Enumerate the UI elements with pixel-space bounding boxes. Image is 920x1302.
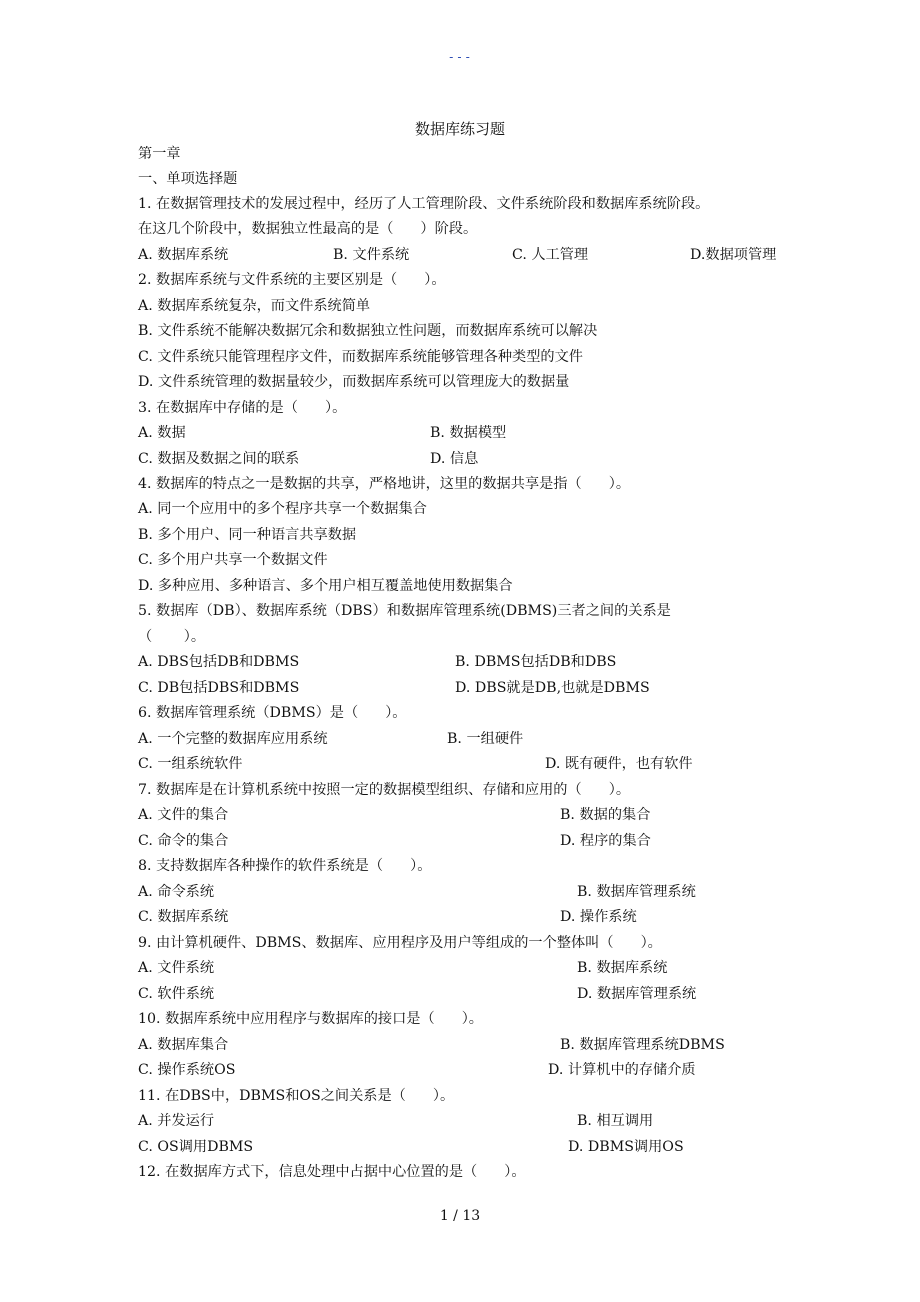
option: A. 文件系统 — [138, 960, 215, 976]
option: A. 命令系统 — [138, 884, 215, 900]
option: B. 数据库管理系统 — [577, 884, 696, 900]
option: C. 多个用户共享一个数据文件 — [138, 552, 328, 568]
option: D. 计算机中的存储介质 — [548, 1062, 696, 1078]
option: C. 一组系统软件 — [138, 756, 243, 772]
question-stem: 8. 支持数据库各种操作的软件系统是（ ）。 — [138, 858, 432, 874]
page-title: 数据库练习题 — [414, 120, 505, 138]
option: C. 数据库系统 — [138, 909, 229, 925]
question-stem: 7. 数据库是在计算机系统中按照一定的数据模型组织、存储和应用的（ ）。 — [138, 782, 631, 798]
option: A. 文件的集合 — [138, 807, 229, 823]
question-stem: 10. 数据库系统中应用程序与数据库的接口是（ ）。 — [138, 1011, 483, 1027]
question-stem: 11. 在DBS中，DBMS和OS之间关系是（ ）。 — [138, 1088, 455, 1104]
question-stem: 3. 在数据库中存储的是（ ）。 — [138, 400, 347, 416]
header-mark: --- — [447, 50, 473, 64]
option: B. 一组硬件 — [447, 731, 524, 747]
option: D. 文件系统管理的数据量较少，而数据库系统可以管理庞大的数据量 — [138, 374, 570, 390]
option: A. 数据库系统复杂，而文件系统简单 — [138, 298, 371, 314]
section-heading: 一、单项选择题 — [138, 171, 238, 187]
question-stem: 4. 数据库的特点之一是数据的共享，严格地讲，这里的数据共享是指（ ）。 — [138, 476, 631, 492]
option: C. DB包括DBS和DBMS — [138, 680, 300, 696]
option: D. 程序的集合 — [560, 833, 651, 849]
option: B. 数据库系统 — [577, 960, 668, 976]
page-number: 1 / 13 — [439, 1208, 481, 1224]
option: A. 数据库集合 — [138, 1037, 229, 1053]
option: C. OS调用DBMS — [138, 1139, 254, 1155]
option: A. 数据 — [138, 425, 186, 441]
option: C. 文件系统只能管理程序文件，而数据库系统能够管理各种类型的文件 — [138, 349, 583, 365]
option: C. 命令的集合 — [138, 833, 229, 849]
option: D.数据项管理 — [690, 247, 777, 263]
question-stem: 2. 数据库系统与文件系统的主要区别是（ ）。 — [138, 272, 446, 288]
question-stem: （ ）。 — [138, 629, 206, 645]
option: C. 数据及数据之间的联系 — [138, 451, 300, 467]
question-stem: 1. 在数据管理技术的发展过程中，经历了人工管理阶段、文件系统阶段和数据库系统阶段。 — [138, 196, 710, 212]
option: D. 数据库管理系统 — [577, 986, 697, 1002]
option: D. 信息 — [430, 451, 479, 467]
question-stem: 9. 由计算机硬件、DBMS、数据库、应用程序及用户等组成的一个整体叫（ ）。 — [138, 935, 662, 951]
option: A. DBS包括DB和DBMS — [138, 654, 300, 670]
option: B. 数据模型 — [430, 425, 507, 441]
option: D. 多种应用、多种语言、多个用户相互覆盖地使用数据集合 — [138, 578, 513, 594]
option: B. 多个用户、同一种语言共享数据 — [138, 527, 357, 543]
option: B. DBMS包括DB和DBS — [455, 654, 617, 670]
option: D. 既有硬件，也有软件 — [545, 756, 693, 772]
question-stem: 5. 数据库（DB）、数据库系统（DBS）和数据库管理系统(DBMS)三者之间的关系是 — [138, 603, 671, 619]
chapter-heading: 第一章 — [138, 146, 181, 162]
question-stem: 6. 数据库管理系统（DBMS）是（ ）。 — [138, 705, 407, 721]
question-stem: 12. 在数据库方式下，信息处理中占据中心位置的是（ ）。 — [138, 1164, 526, 1180]
option: C. 人工管理 — [512, 247, 589, 263]
option: C. 操作系统OS — [138, 1062, 236, 1078]
option: B. 数据的集合 — [560, 807, 651, 823]
option: B. 数据库管理系统DBMS — [560, 1037, 725, 1053]
option: A. 一个完整的数据库应用系统 — [138, 731, 328, 747]
option: C. 软件系统 — [138, 986, 215, 1002]
option: B. 文件系统 — [333, 247, 410, 263]
option: B. 相互调用 — [577, 1113, 654, 1129]
option: D. 操作系统 — [560, 909, 637, 925]
option: D. DBS就是DB,也就是DBMS — [455, 680, 650, 696]
option: B. 文件系统不能解决数据冗余和数据独立性问题，而数据库系统可以解决 — [138, 323, 598, 339]
option: D. DBMS调用OS — [568, 1139, 684, 1155]
question-stem: 在这几个阶段中，数据独立性最高的是（ ）阶段。 — [138, 221, 478, 237]
option: A. 数据库系统 — [138, 247, 229, 263]
option: A. 同一个应用中的多个程序共享一个数据集合 — [138, 501, 427, 517]
option: A. 并发运行 — [138, 1113, 215, 1129]
